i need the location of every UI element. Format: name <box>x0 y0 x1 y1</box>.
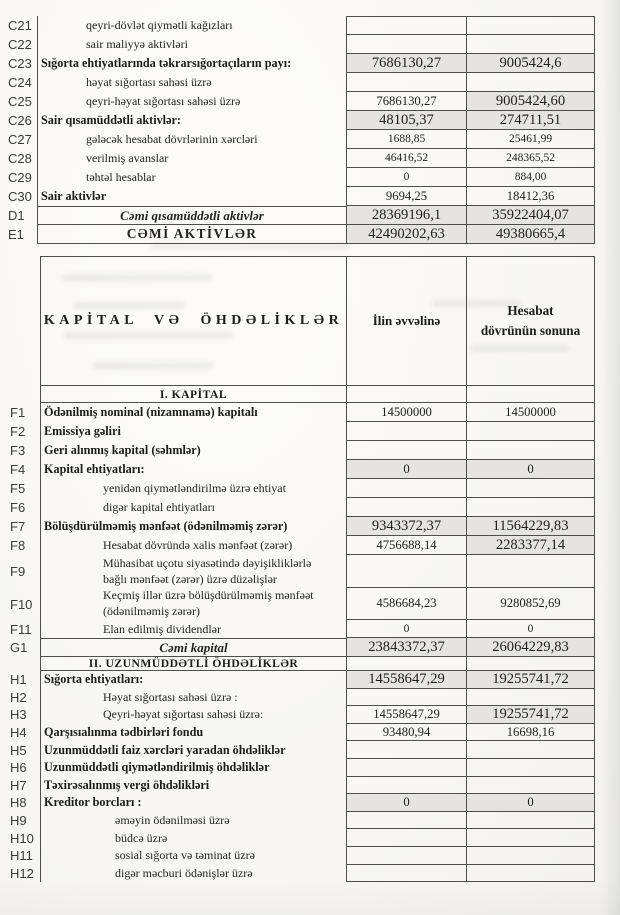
row-label: qeyri-həyat sığortası sahəsi üzrə <box>37 92 346 111</box>
row-code: H3 <box>10 707 27 723</box>
table-title: KAPİTAL VƏ ÖHDƏLİKLƏR <box>40 256 346 386</box>
table-row <box>8 403 595 422</box>
table-row <box>8 671 595 689</box>
row-code: C26 <box>8 113 32 128</box>
value-cell-year-start: 4756688,14 <box>346 536 467 555</box>
value-cell-year-start <box>346 829 467 847</box>
value-cell-period-end: 18412,36 <box>467 187 595 206</box>
row-code: F8 <box>10 538 26 553</box>
value-cell-period-end: 49380665,4 <box>467 225 595 244</box>
row-code: C23 <box>8 56 32 71</box>
value-cell-period-end <box>467 689 595 707</box>
value-cell-year-start <box>346 555 467 588</box>
table-row <box>8 812 595 830</box>
row-code <box>8 256 40 386</box>
column-header-period-end <box>467 256 595 386</box>
value-cell-period-end: 19255741,72 <box>467 671 595 689</box>
row-code: D1 <box>8 208 25 223</box>
value-cell-period-end <box>467 479 595 498</box>
table-row <box>8 460 595 479</box>
table-row <box>8 620 595 638</box>
row-code: F5 <box>10 481 26 496</box>
value-cell-period-end: 35922404,07 <box>467 206 595 225</box>
row-label: Cəmi kapital <box>40 638 346 657</box>
table-row <box>8 498 595 517</box>
table-row <box>8 536 595 555</box>
row-label: Geri alınmış kapital (səhmlər) <box>40 441 346 460</box>
value-cell-period-end <box>467 441 595 460</box>
value-cell-period-end: 0 <box>467 794 595 812</box>
value-cell-year-start: 0 <box>346 620 467 638</box>
row-label: Bölüşdürülməmiş mənfəət (ödənilməmiş zərər) <box>40 517 346 536</box>
row-label: Sığorta ehtiyatları: <box>40 671 346 689</box>
row-code: C30 <box>8 189 32 204</box>
row-label: Cəmi qısamüddətli aktivlər <box>37 206 346 225</box>
value-cell-period-end <box>467 555 595 588</box>
value-cell-year-start <box>346 16 467 35</box>
value-cell-year-start <box>346 498 467 517</box>
table-row <box>8 555 595 588</box>
value-cell-year-start <box>346 741 467 759</box>
value-cell-year-start <box>346 777 467 795</box>
value-cell-year-start <box>346 689 467 707</box>
row-code: C29 <box>8 170 32 185</box>
table-row <box>6 130 595 149</box>
value-cell-year-start: 14558647,29 <box>346 706 467 724</box>
table-row <box>8 638 595 657</box>
row-code <box>8 386 40 403</box>
row-code: F4 <box>10 462 26 477</box>
value-cell-period-end <box>467 829 595 847</box>
table-row <box>6 168 595 187</box>
value-cell-period-end: 14500000 <box>467 403 595 422</box>
table-row <box>8 794 595 812</box>
column-header-period-end-text: Hesabat dövrünün sonuna <box>480 302 581 338</box>
value-cell-period-end: 274711,51 <box>467 111 595 130</box>
row-label: Kreditor borcları : <box>40 794 346 812</box>
value-cell-year-start: 1688,85 <box>346 130 467 149</box>
value-cell-year-start: 4586684,23 <box>346 588 467 620</box>
table-row <box>8 759 595 777</box>
value-cell-year-start <box>346 422 467 441</box>
row-code: F11 <box>10 621 32 637</box>
row-label: qeyri-dövlət qiymətli kağızları <box>37 16 346 35</box>
value-cell-period-end: 25461,99 <box>467 130 595 149</box>
value-cell-year-start: 28369196,1 <box>346 206 467 225</box>
row-code: H11 <box>10 848 33 864</box>
row-label: Keçmiş illər üzrə bölüşdürülməmiş mənfəət (ödənilməmiş zərər) <box>40 588 346 620</box>
row-label: Sığorta ehtiyatlarında təkrarsığortaçıların payı: <box>37 54 346 73</box>
table-row <box>6 73 595 92</box>
row-code: F2 <box>10 424 26 439</box>
row-code: F6 <box>10 500 26 515</box>
row-label: Təxirəsalınmış vergi öhdəlikləri <box>40 777 346 795</box>
value-cell-year-start: 0 <box>346 460 467 479</box>
table-row <box>8 689 595 707</box>
value-cell-year-start <box>346 657 467 671</box>
section-label: I. KAPİTAL <box>40 386 346 403</box>
value-cell-year-start: 42490202,63 <box>346 225 467 244</box>
value-cell-period-end: 11564229,83 <box>467 517 595 536</box>
value-cell-period-end <box>467 741 595 759</box>
row-label: digər kapital ehtiyatları <box>40 498 346 517</box>
row-code: F7 <box>10 519 26 534</box>
table-row <box>6 35 595 54</box>
assets-table <box>6 16 595 244</box>
row-code: C25 <box>8 94 32 109</box>
value-cell-year-start: 9694,25 <box>346 187 467 206</box>
row-label: həyat sığortası sahəsi üzrə <box>37 73 346 92</box>
value-cell-period-end: 0 <box>467 460 595 479</box>
value-cell-period-end <box>467 865 595 883</box>
value-cell-year-start: 0 <box>346 168 467 187</box>
table-row <box>6 225 595 244</box>
row-code: H4 <box>10 725 27 741</box>
row-label: əməyin ödənilməsi üzrə <box>40 812 346 830</box>
table-row <box>8 829 595 847</box>
row-label: Mühasibat uçotu siyasətində dəyişikliklərlə bağlı mənfəət (zərər) üzrə düzəlişlər <box>40 555 346 588</box>
value-cell-period-end: 9005424,6 <box>467 54 595 73</box>
row-code: H2 <box>10 689 27 705</box>
value-cell-year-start <box>346 73 467 92</box>
value-cell-period-end <box>467 73 595 92</box>
value-cell-year-start <box>346 865 467 883</box>
row-code: H12 <box>10 865 34 881</box>
table-row <box>6 54 595 73</box>
row-code: C28 <box>8 151 32 166</box>
value-cell-period-end: 19255741,72 <box>467 706 595 724</box>
value-cell-year-start <box>346 35 467 54</box>
table-row <box>6 149 595 168</box>
row-code: G1 <box>10 640 28 655</box>
row-label: Kapital ehtiyatları: <box>40 460 346 479</box>
row-label: Qarşısıalınma tədbirləri fondu <box>40 724 346 742</box>
value-cell-period-end: 0 <box>467 620 595 638</box>
section-row <box>8 657 595 671</box>
table-row <box>8 741 595 759</box>
row-label: təhtəl hesablar <box>37 168 346 187</box>
row-label: digər məcburi ödənişlər üzrə <box>40 865 346 883</box>
table-header-row <box>8 256 595 386</box>
row-label: Həyat sığortası sahəsi üzrə : <box>40 689 346 707</box>
table-row <box>8 724 595 742</box>
table-row <box>8 706 595 724</box>
value-cell-period-end: 9005424,60 <box>467 92 595 111</box>
value-cell-year-start: 14558647,29 <box>346 671 467 689</box>
table-row <box>8 777 595 795</box>
table-body <box>8 386 595 882</box>
table-row <box>8 422 595 441</box>
value-cell-year-start: 93480,94 <box>346 724 467 742</box>
table-row <box>6 16 595 35</box>
section-row <box>8 386 595 403</box>
column-header-year-start: İlin əvvəlinə <box>346 256 467 386</box>
value-cell-year-start <box>346 812 467 830</box>
value-cell-year-start: 48105,37 <box>346 111 467 130</box>
value-cell-year-start: 0 <box>346 794 467 812</box>
value-cell-period-end <box>467 777 595 795</box>
table-row <box>8 588 595 620</box>
value-cell-period-end: 884,00 <box>467 168 595 187</box>
value-cell-year-start <box>346 479 467 498</box>
value-cell-year-start: 14500000 <box>346 403 467 422</box>
value-cell-year-start: 46416,52 <box>346 149 467 168</box>
row-code: E1 <box>8 227 24 242</box>
row-label: Sair aktivlər <box>37 187 346 206</box>
section-label: II. UZUNMÜDDƏTLİ ÖHDƏLİKLƏR <box>40 657 346 671</box>
table-row <box>8 847 595 865</box>
row-label: verilmiş avanslar <box>37 149 346 168</box>
value-cell-period-end <box>467 847 595 865</box>
row-label: sair maliyyə aktivləri <box>37 35 346 54</box>
table-row <box>8 441 595 460</box>
value-cell-period-end <box>467 16 595 35</box>
row-label: Sair qısamüddətli aktivlər: <box>37 111 346 130</box>
row-label: Uzunmüddətli faiz xərcləri yaradan öhdəliklər <box>40 741 346 759</box>
row-label: Ödənilmiş nominal (nizamnamə) kapitalı <box>40 403 346 422</box>
table-row <box>8 865 595 883</box>
value-cell-year-start <box>346 441 467 460</box>
value-cell-period-end <box>467 498 595 517</box>
value-cell-period-end: 16698,16 <box>467 724 595 742</box>
table-row <box>6 92 595 111</box>
row-code: C22 <box>8 37 32 52</box>
value-cell-year-start <box>346 847 467 865</box>
row-code: F9 <box>10 564 26 579</box>
row-label: sosial sığorta və təminat üzrə <box>40 847 346 865</box>
value-cell-period-end <box>467 759 595 777</box>
row-label: Hesabat dövründə xalis mənfəət (zərər) <box>40 536 346 555</box>
table-row <box>6 111 595 130</box>
table-row <box>8 479 595 498</box>
value-cell-period-end <box>467 422 595 441</box>
value-cell-period-end: 248365,52 <box>467 149 595 168</box>
value-cell-period-end <box>467 657 595 671</box>
row-code: H5 <box>10 742 27 758</box>
row-code: H7 <box>10 777 27 793</box>
value-cell-year-start: 23843372,37 <box>346 638 467 657</box>
row-label: Elan edilmiş dividendlər <box>40 620 346 638</box>
value-cell-year-start <box>346 759 467 777</box>
row-code: H6 <box>10 760 27 776</box>
table-row <box>6 206 595 225</box>
table-row <box>8 517 595 536</box>
row-code: F3 <box>10 443 26 458</box>
row-label: yenidən qiymətləndirilmə üzrə ehtiyat <box>40 479 346 498</box>
value-cell-period-end <box>467 812 595 830</box>
value-cell-period-end <box>467 35 595 54</box>
value-cell-period-end: 2283377,14 <box>467 536 595 555</box>
row-code: H9 <box>10 813 27 829</box>
row-label: Uzunmüddətli qiymətləndirilmiş öhdəliklər <box>40 759 346 777</box>
value-cell-year-start: 7686130,27 <box>346 92 467 111</box>
row-label: Qeyri-həyat sığortası sahəsi üzrə: <box>40 706 346 724</box>
row-label: gələcək hesabat dövrlərinin xərcləri <box>37 130 346 149</box>
row-label: CƏMİ AKTİVLƏR <box>37 225 346 244</box>
value-cell-year-start: 9343372,37 <box>346 517 467 536</box>
row-code: H1 <box>10 672 27 688</box>
row-label: büdcə üzrə <box>40 829 346 847</box>
row-code: F1 <box>10 405 26 420</box>
row-label: Emissiya gəliri <box>40 422 346 441</box>
value-cell-period-end: 9280852,69 <box>467 588 595 620</box>
row-code: H8 <box>10 795 27 811</box>
row-code: C27 <box>8 132 32 147</box>
row-code: H10 <box>10 830 34 846</box>
value-cell-period-end <box>467 386 595 403</box>
value-cell-period-end: 26064229,83 <box>467 638 595 657</box>
table-row <box>6 187 595 206</box>
capital-liabilities-table <box>8 256 595 882</box>
row-code: C21 <box>8 18 32 33</box>
row-code <box>8 657 40 671</box>
value-cell-year-start <box>346 386 467 403</box>
row-code: F10 <box>10 596 33 612</box>
row-code: C24 <box>8 75 32 90</box>
value-cell-year-start: 7686130,27 <box>346 54 467 73</box>
